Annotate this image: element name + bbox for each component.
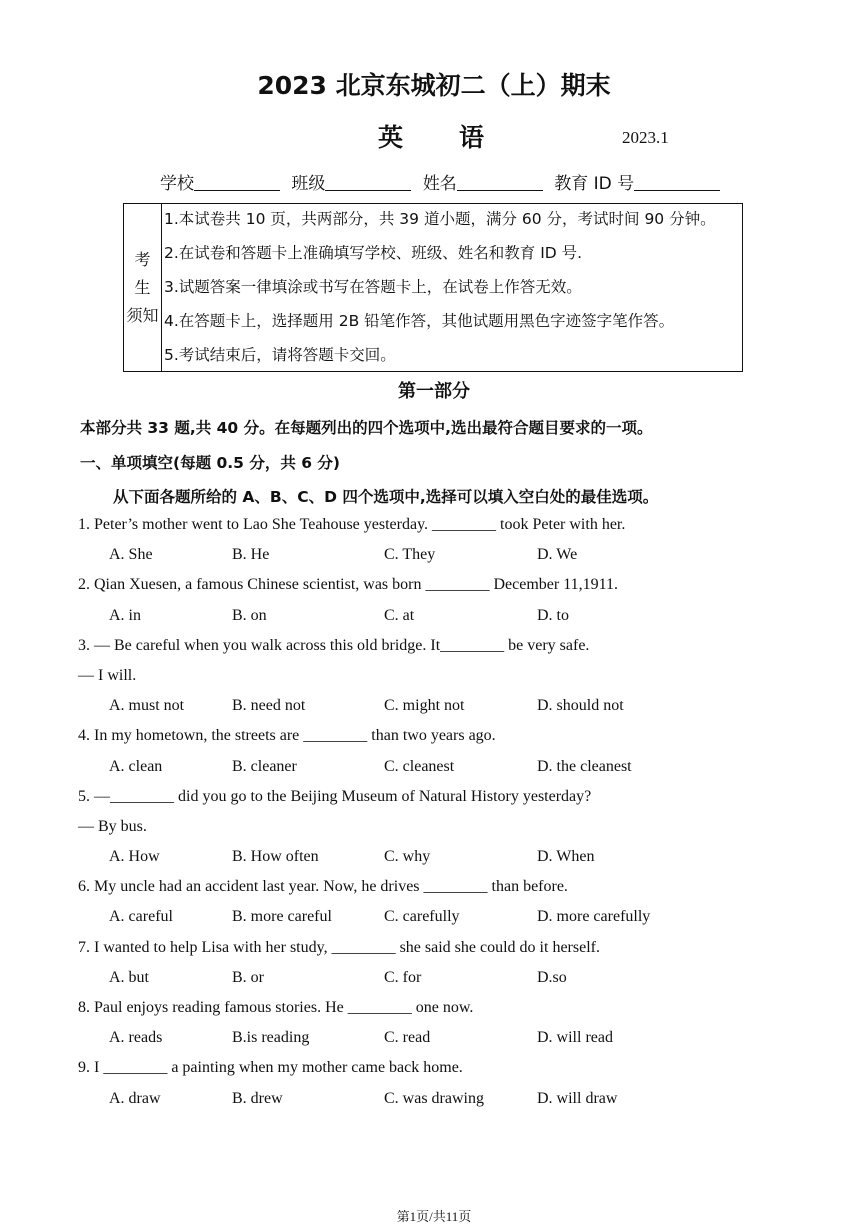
- question-stem: 3. — Be careful when you walk across this old bridge. It________ be very safe.: [78, 636, 590, 654]
- question-stem: 1. Peter’s mother went to Lao She Teahouse yesterday. ________ took Peter with her.: [78, 516, 626, 533]
- page-footer: 第1页/共11页: [396, 1209, 472, 1224]
- question-options: [78, 963, 838, 993]
- exam-title: 2023 北京东城初二（上）期末: [257, 71, 611, 100]
- name-label: 姓名: [422, 174, 457, 194]
- option-d[interactable]: D. will draw: [537, 1089, 618, 1107]
- question-stem: 6. My uncle had an accident last year. Now, he drives ________ than before.: [78, 878, 568, 896]
- option-c[interactable]: C. They: [384, 546, 436, 564]
- question-stem: 5. —________ did you go to the Beijing Museum of Natural History yesterday?: [78, 787, 592, 805]
- option-a[interactable]: A. careful: [109, 908, 173, 926]
- option-b[interactable]: B. or: [232, 968, 264, 986]
- option-d[interactable]: D. the cleanest: [537, 757, 632, 775]
- question-options: [78, 540, 838, 570]
- option-a[interactable]: A. in: [109, 606, 141, 624]
- part-title: 第一部分: [398, 381, 470, 402]
- notice-item: 2.在试卷和答题卡上准确填写学校、班级、姓名和教育 ID 号.: [164, 244, 583, 262]
- option-d[interactable]: D. will read: [537, 1029, 613, 1047]
- option-c[interactable]: C. for: [384, 968, 422, 986]
- question-reply: — By bus.: [78, 817, 147, 835]
- school-field: [160, 169, 280, 194]
- notice-item: 1.本试卷共 10 页，共两部分，共 39 道小题，满分 60 分，考试时间 90 分钟。: [164, 210, 716, 228]
- notice-box: [123, 203, 743, 372]
- option-a[interactable]: A. She: [109, 546, 153, 564]
- option-c[interactable]: C. carefully: [384, 908, 460, 926]
- part-description: 本部分共 33 题,共 40 分。在每题列出的四个选项中,选出最符合题目要求的一项。: [80, 419, 653, 437]
- student-info-line: [160, 169, 726, 194]
- edu-id-label: 教育 ID 号: [554, 174, 635, 194]
- option-c[interactable]: C. at: [384, 606, 415, 624]
- option-c[interactable]: C. why: [384, 848, 431, 866]
- option-b[interactable]: B. drew: [232, 1089, 283, 1107]
- option-b[interactable]: B. How often: [232, 848, 319, 866]
- question-stem: 7. I wanted to help Lisa with her study, ________ she said she could do it herself.: [78, 938, 600, 956]
- notice-label-line2: 须知: [126, 305, 159, 325]
- school-blank[interactable]: [194, 190, 280, 191]
- option-b[interactable]: B. need not: [232, 697, 306, 715]
- question-options: [78, 1023, 838, 1053]
- name-blank[interactable]: [457, 190, 543, 191]
- option-b[interactable]: B. on: [232, 606, 267, 624]
- option-c[interactable]: C. cleanest: [384, 757, 455, 775]
- option-b[interactable]: B. cleaner: [232, 757, 297, 775]
- option-b[interactable]: B. He: [232, 546, 270, 564]
- section-title: 一、单项填空(每题 0.5 分，共 6 分): [80, 454, 340, 472]
- question-list: [78, 510, 838, 1114]
- notice-label: [124, 204, 162, 371]
- option-d[interactable]: D. When: [537, 848, 595, 866]
- option-a[interactable]: A. draw: [109, 1089, 161, 1107]
- option-a[interactable]: A. How: [109, 848, 160, 866]
- question-options: [78, 752, 838, 782]
- notice-item: 4.在答题卡上，选择题用 2B 铅笔作答，其他试题用黑色字迹签字笔作答。: [164, 312, 675, 330]
- notice-label-line1: 考 生: [134, 249, 151, 297]
- school-label: 学校: [160, 174, 194, 194]
- question-options: [78, 601, 838, 631]
- name-field: [423, 169, 543, 194]
- option-a[interactable]: A. clean: [109, 757, 163, 775]
- option-c[interactable]: C. read: [384, 1029, 431, 1047]
- class-field: [291, 169, 411, 194]
- edu-id-blank[interactable]: [634, 190, 720, 191]
- option-b[interactable]: B.is reading: [232, 1029, 310, 1047]
- option-a[interactable]: A. must not: [109, 697, 185, 715]
- option-d[interactable]: D.so: [537, 968, 567, 986]
- option-b[interactable]: B. more careful: [232, 908, 332, 926]
- class-blank[interactable]: [325, 190, 411, 191]
- question-options: [78, 842, 838, 872]
- exam-date: 2023.1: [622, 128, 669, 147]
- option-c[interactable]: C. might not: [384, 697, 465, 715]
- question-options: [78, 902, 838, 932]
- edu-id-field: [554, 169, 720, 194]
- notice-list: [164, 204, 738, 374]
- option-a[interactable]: A. but: [109, 968, 149, 986]
- question-options: [78, 691, 838, 721]
- question-reply: — I will.: [78, 666, 137, 684]
- option-a[interactable]: A. reads: [109, 1029, 163, 1047]
- subject-title: 英语: [378, 123, 541, 152]
- option-d[interactable]: D. to: [537, 606, 569, 624]
- option-d[interactable]: D. more carefully: [537, 908, 651, 926]
- notice-item: 5.考试结束后，请将答题卡交回。: [164, 346, 396, 364]
- class-label: 班级: [291, 174, 326, 194]
- option-d[interactable]: D. should not: [537, 697, 624, 715]
- option-c[interactable]: C. was drawing: [384, 1089, 484, 1107]
- question-stem: 9. I ________ a painting when my mother came back home.: [78, 1059, 463, 1077]
- question-stem: 8. Paul enjoys reading famous stories. He ________ one now.: [78, 999, 474, 1016]
- question-stem: 4. In my hometown, the streets are ________ than two years ago.: [78, 727, 496, 745]
- option-d[interactable]: D. We: [537, 546, 578, 564]
- section-instruction: 从下面各题所给的 A、B、C、D 四个选项中,选择可以填入空白处的最佳选项。: [113, 488, 659, 506]
- notice-item: 3.试题答案一律填涂或书写在答题卡上，在试卷上作答无效。: [164, 278, 582, 296]
- question-options: [78, 1084, 838, 1114]
- question-stem: 2. Qian Xuesen, a famous Chinese scientist, was born ________ December 11,1911.: [78, 576, 619, 594]
